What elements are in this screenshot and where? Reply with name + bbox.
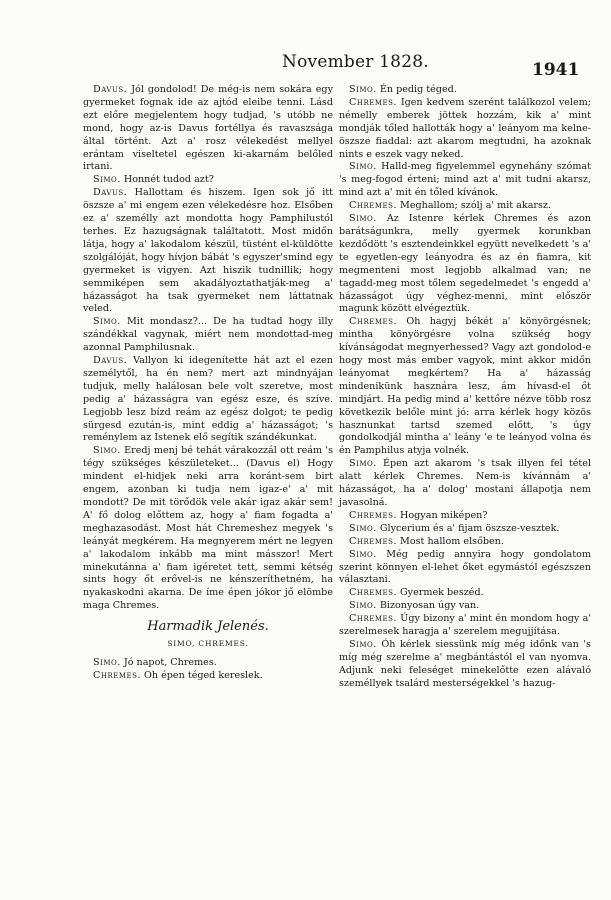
paragraph xyxy=(339,161,591,200)
speech: Az Istenre kérlek Chremes és azon barátságunkra, melly gyermek korunkban kezdődött 's esztendeinkkel együtt nevelkedett 's a' te egyetlen-egy leányodra és az én fiamra, kit megmenteni most legjobb alkalmad van; ne tagadd-meg most tőlem segedelmedet 's engedd a' házasságot úgy véghez-menni, mint először magunk között elvégeztük. xyxy=(339,213,591,315)
speaker: Davus. xyxy=(93,355,128,367)
speaker: Chremes. xyxy=(349,96,397,108)
paragraph xyxy=(339,316,591,458)
speaker: Simo. xyxy=(349,161,377,173)
paragraph xyxy=(339,510,591,523)
speaker: Simo. xyxy=(349,458,377,470)
page-number: 1941 xyxy=(532,60,580,80)
paragraph xyxy=(339,600,591,613)
paragraph xyxy=(339,97,591,162)
speaker: Chremes. xyxy=(349,509,397,521)
speech: Még pedig annyira hogy gondolatom szerint könnyen el-lehet őket egymástól egészszen választani. xyxy=(339,548,591,586)
paragraph xyxy=(339,458,591,510)
paragraph xyxy=(83,445,333,613)
speech: Oh épen téged kereslek. xyxy=(144,669,263,681)
speaker: Chremes. xyxy=(349,200,397,212)
speaker: Chremes. xyxy=(93,669,141,681)
left-column xyxy=(83,84,333,683)
speech: Oh hagyj békét a' könyörgésnek; mintha könyörgésre volna szükség hogy kívánságodat megnyerhessed? Vagy azt gondolod-e hogy most más ember vagyok, mint akkor midőn leányomat megkértem? Ha a' házasság mindenikünk hasznára lesz, ám hívasd-el őt mindjárt. Ha pedig mind a' kettőre nézve több rosz következik belőle mint jó: arra kérlek hogy közös hasznunkat tartsd szemed előtt, 's úgy gondolkodjál mintha a' leány 'e te leányod volna és én Pamphilus atyja volnék. xyxy=(339,316,591,457)
paragraph xyxy=(339,613,591,639)
speech: Vallyon ki idegenítette hát azt el ezen személytől, ha én nem? mert azt mindnyájan tudjuk, melly halálosan bele volt szeretve, most pedig a' házasságra van egész esze, és szíve. Legjobb lesz bízd reám az egész dolgot; te pedig sürgesd ezután-is, mint eddig a' házasságot; 's reménylem az Istenek elő segítik szándékunkat. xyxy=(83,355,333,444)
speaker: Davus. xyxy=(93,84,128,95)
speaker: Simo. xyxy=(93,174,121,186)
running-title: November 1828. xyxy=(282,52,429,72)
speech: Gyermek beszéd. xyxy=(400,587,484,599)
speaker: Davus. xyxy=(93,187,128,199)
speaker: Simo. xyxy=(349,600,377,612)
speech: Most hallom elsőben. xyxy=(400,535,504,547)
scene-title: Harmadik Jelenés. xyxy=(147,619,269,635)
paragraph xyxy=(339,84,591,97)
speaker: Simo. xyxy=(349,548,377,560)
speaker: Chremes. xyxy=(349,587,397,599)
paragraph xyxy=(339,536,591,549)
paragraph xyxy=(83,316,333,355)
paragraph xyxy=(339,639,591,691)
speech: Jó napot, Chremes. xyxy=(123,656,217,668)
speaker: Simo. xyxy=(93,316,121,328)
paragraph xyxy=(339,549,591,588)
scene-cast: SIMO, CHREMES. xyxy=(167,639,249,649)
speaker: Simo. xyxy=(349,522,377,534)
speaker: Chremes. xyxy=(349,613,397,625)
speech: Meghallom; szólj a' mit akarsz. xyxy=(400,200,552,212)
paragraph xyxy=(83,657,333,670)
speech: Halld-meg figyelemmel egynehány szómat 's meg-fogod érteni; mind azt a' mit tudni akarsz, mind azt a' mit én tőled kívánok. xyxy=(339,161,591,199)
paragraph xyxy=(83,187,333,316)
speech: Jól gondolod! De még-is nem sokára egy gyermeket fognak ide az ajtód eleibe tenni. Lásd ezt előre megjelentem hogy tudjad, 's utóbb ne mond, hogy az-is Davus fortéllya és ravaszsága által történt. Azt a' rosz vélekedést mellyel erántam viseltetel egészen ki-akarnám belőled irtani. xyxy=(83,84,333,173)
right-column xyxy=(339,84,591,691)
paragraph xyxy=(339,200,591,213)
speech: Bizonyosan úgy van. xyxy=(379,600,480,612)
speech: Mit mondasz?... De ha tudtad hogy illy szándékkal vagynak, miért nem mondottad-meg azonnal Pamphilusnak. xyxy=(83,316,333,354)
paragraph xyxy=(339,213,591,316)
paragraph xyxy=(83,174,333,187)
paragraph xyxy=(83,355,333,445)
speech: Én pedig téged. xyxy=(379,84,457,95)
speech: Igen kedvem szerént találkozol velem; némelly emberek jöttek hozzám, kik a' mint mondják tőled hallották hogy a' leányom ma kelne-öszsze fiaddal: azt akarom megtudni, ha azoknak nints e eszek vagy neked. xyxy=(339,96,591,160)
paragraph xyxy=(339,587,591,600)
paragraph xyxy=(83,670,333,683)
speech: Hogyan miképen? xyxy=(400,509,488,521)
speaker: Simo. xyxy=(349,213,377,225)
speech: Épen azt akarom 's tsak illyen fel tétel alatt kérlek Chremes. Nem-is kívánnám a' házasságot, ha a' dolog' mostani állapotja nem javasolná. xyxy=(339,458,591,508)
speaker: Chremes. xyxy=(349,316,397,328)
paragraph xyxy=(339,523,591,536)
speech: Eredj menj bé tehát várakozzál ott reám 's tégy szükséges készületeket... (Davus el) Hogy mindent el-hidjek neki arra koránt-sem birt engem, azonban ki tudja nem igaz-e' a' mit mondott? De mit törődök vele akár igaz akár sem! A' fő dolog előttem az, hogy a' fiam fogadta a' meghazasodást. Most hát Chremeshez megyek 's leányát megkérem. Ha megnyerem mért ne legyen a' lakodalom inkább ma mint másszor! Mert minekutánna a' fiam igéretet tett, semmi kétség sints hogy őt erővel-is ne kénszeríthetném, ha nyakaskodni akarna. De íme épen jókor jő elömbe maga Chremes. xyxy=(83,445,333,612)
paragraph xyxy=(83,84,333,174)
speech: Óh kérlek siessünk míg még időnk van 's míg még szerelme a' megbántástól el van nyomva. Adjunk neki feleséget minekelőtte ezen alávaló személlyek tsalárd mesterségekkel 's hazug- xyxy=(339,638,591,689)
speech: Úgy bizony a' mint én mondom hogy a' szerelmesek haragja a' szerelem megujjítása. xyxy=(339,613,591,638)
speech: Glycerium és a' fijam öszsze-vesztek. xyxy=(379,522,560,534)
speaker: Chremes. xyxy=(349,535,397,547)
speaker: Simo. xyxy=(349,638,377,650)
speech: Hallottam és hiszem. Igen sok jő itt öszsze a' mi engem ezen vélekedésre hoz. Elsőben ez a' személly azt mondotta hogy Pamphilustól terhes. Ez hazugságnak találtatott. Most midőn látja, hogy a' lakodalom készül, tüstént el-küldötte szolgálóját, hogy hívjon bábát 's egyszer'smind egy gyermeket is vigyen. Azt hiszik tudnillik; hogy semmiképen sem akadályoztathatják-meg a' házasságot ha tsak gyermeket nem láttatnak veled. xyxy=(83,187,333,315)
speaker: Simo. xyxy=(93,656,121,668)
speaker: Simo. xyxy=(349,84,377,95)
page-header xyxy=(0,48,611,78)
speaker: Simo. xyxy=(93,445,121,457)
speech: Honnét tudod azt? xyxy=(123,174,214,186)
